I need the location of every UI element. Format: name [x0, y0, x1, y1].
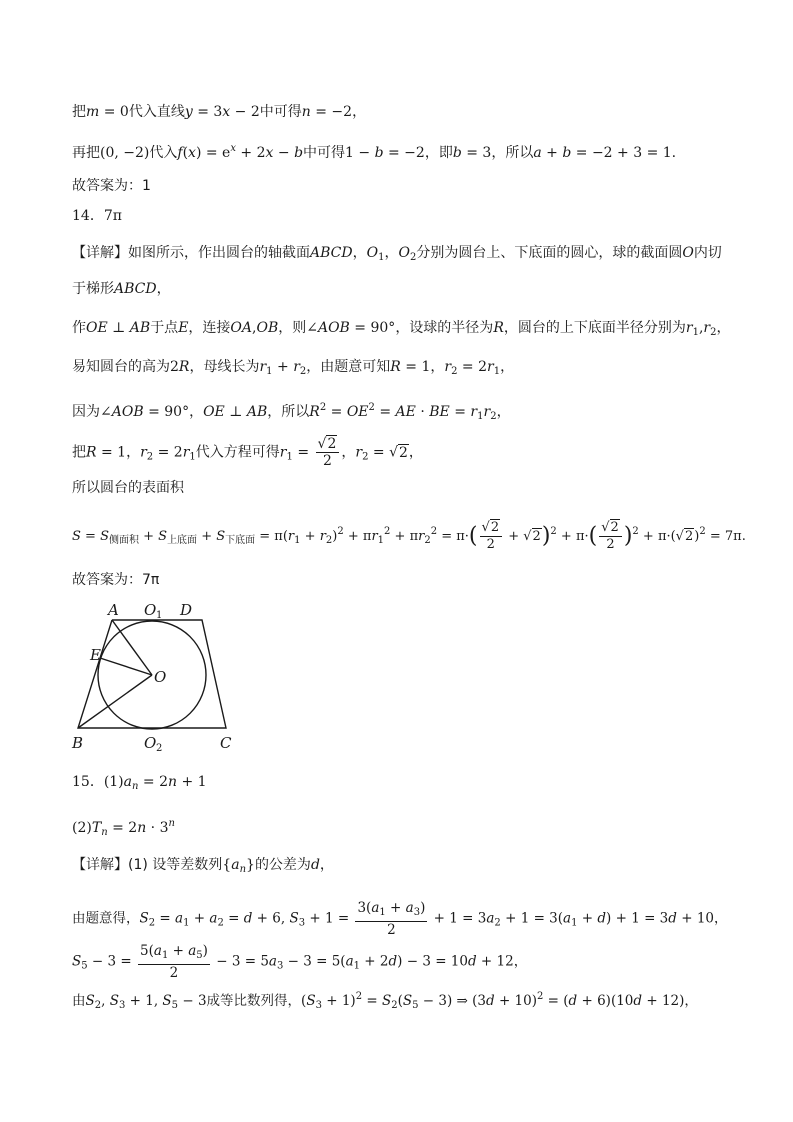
text-line-2: 再把(0, −2)代入$f(x) = e^x + 2x - b$中可得1 − b = −2，即b = 3，所以a + b = −2 + 3 = 1. [72, 143, 677, 161]
label-o: O [154, 668, 167, 686]
text-line-16: 【详解】(1) 设等差数列$\{a_n\}$的公差为d， [72, 857, 334, 875]
text-line-1: 把m = 0代入直线y = 3x − 2中可得n = −2， [72, 104, 367, 120]
segment-oe [100, 658, 152, 675]
answer-line-2: 故答案为：7π [72, 572, 160, 588]
problem-14-header: 14．7π [72, 208, 122, 224]
label-a: A [108, 601, 119, 619]
text-line-11: 所以圆台的表面积 [72, 480, 184, 496]
text-line-8: 易知圆台的高为2R，母线长为$r_1 + r_2$，由题意可知R = 1，$r_2 = 2r_1$， [72, 359, 515, 377]
answer-line-1: 故答案为：1 [72, 178, 151, 194]
label-o2-sub: 2 [156, 743, 163, 754]
text-line-17: 由题意得，$S_2 = a_1 + a_2 = d + 6$, $S_3 + 1$ = $\frac{3(a_1 + a_3)}{2}$ + $1 = 3a_2 + 1 = 3(a_1 + d) + 1 = 3d + 10$， [72, 900, 728, 938]
problem-15-part-2: $(2)T_n = 2n \cdot 3^n$ [72, 818, 175, 838]
label-b: B [72, 734, 84, 752]
problem-15-part-1: 15．$(1)a_n = 2n + 1$ [72, 774, 207, 792]
text-line-5: 【详解】如图所示，作出圆台的轴截面ABCD，$O_1$，$O_2$分别为圆台上、下底面的圆心，球的截面圆O内切 [72, 245, 722, 263]
trapezoid-circle-figure [70, 600, 250, 760]
text-line-7: 作OE ⊥ AB于点E，连接OA,OB，则∠AOB = 90°，设球的半径为R，圆台的上下底面半径分别为$r_1,r_2$， [72, 320, 731, 338]
text-line-10: 把R = 1，$r_2 = 2r_1$代入方程可得$r_1$ = $\frac{√2}{2}$ ，$r_2 = √2$， [72, 436, 423, 469]
text-line-9: 因为∠AOB = 90°，OE ⊥ AB，所以$R^2 = OE^2$ = AE · BE = $r_1r_2$， [72, 402, 511, 422]
segment-ob [78, 675, 152, 728]
label-o2: O [144, 734, 157, 752]
text-line-19: 由$S_2$, $S_3 + 1$, $S_5 - 3$成等比数列得，$(S_3 + 1)^2 = S_2(S_5 - 3)$ ⇒ $(3d + 10)^2 = (d + 6)(10d + 12)$， [72, 991, 698, 1011]
label-e: E [90, 646, 101, 664]
text-line-6: 于梯形ABCD， [72, 281, 171, 297]
label-c: C [220, 734, 232, 752]
label-o1: O [144, 601, 157, 619]
label-o1-sub: 1 [156, 610, 163, 621]
segment-oa [112, 620, 152, 675]
surface-area-formula: $S = S_{侧面积} + S_{上底面} + S_{下底面} = \pi(r_1 + r_2)^2 + \pi r_1^2 + \pi r_2^2 = \pi\cdot$( $\frac{√2}{2}$ + √2)$^2$ + π·( $\frac{√2}{2}$ )$^2 + \pi\cdot(√2)^2 = 7\pi$. [72, 520, 746, 552]
label-d: D [180, 601, 193, 619]
text-line-18: $S_5 - 3$ = $\frac{5(a_1 + a_5)}{2}$ − $3 = 5a_3 - 3 = 5(a_1 + 2d) - 3 = 10d + 12$， [72, 943, 528, 981]
